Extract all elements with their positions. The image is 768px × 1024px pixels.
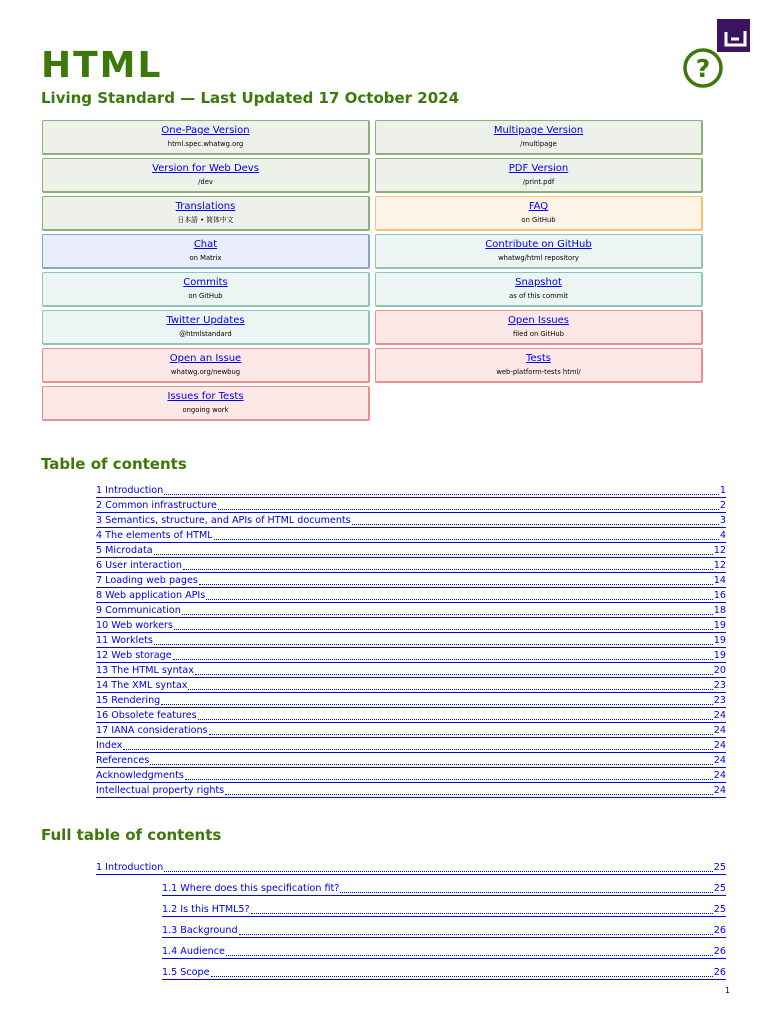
toc-entry-title: 7 Loading web pages (96, 575, 198, 586)
quick-link-caption: filed on GitHub (512, 330, 564, 338)
quick-link-caption: on GitHub (521, 216, 556, 224)
quick-link-caption: /print.pdf (522, 178, 555, 186)
quick-link[interactable]: Chat (193, 239, 218, 250)
toc-entry[interactable] (96, 559, 726, 573)
toc-entry-title: 17 IANA considerations (96, 725, 208, 736)
toc-entry[interactable] (96, 649, 726, 663)
quick-link-box (42, 196, 370, 231)
quick-link-caption: @htmlstandard (179, 330, 232, 338)
toc-entry-title: 3 Semantics, structure, and APIs of HTML documents (96, 515, 351, 526)
toc-entry-title: Intellectual property rights (96, 785, 225, 796)
toc-entry-title: 15 Rendering (96, 695, 161, 706)
quick-link-caption: on GitHub (188, 292, 223, 300)
quick-link-box (375, 348, 703, 383)
quick-link[interactable]: Commits (183, 277, 228, 288)
toc-entry[interactable] (162, 924, 726, 938)
toc-entry-title: 5 Microdata (96, 545, 153, 556)
quick-link-box (375, 234, 703, 269)
quick-link-box (42, 120, 370, 155)
quick-link[interactable]: FAQ (528, 201, 549, 212)
toc-entry-page: 2 (719, 500, 726, 511)
quick-link[interactable]: Issues for Tests (167, 391, 244, 402)
quick-link[interactable]: Open an Issue (169, 353, 242, 364)
quick-link[interactable]: Multipage Version (493, 125, 584, 136)
toc-entry-page: 26 (713, 967, 726, 978)
toc-entry[interactable] (162, 966, 726, 980)
toc-entry[interactable] (96, 754, 726, 768)
toc-entry-page: 24 (713, 710, 726, 721)
toc-leader-dots (218, 499, 719, 510)
help-question-icon[interactable] (682, 47, 724, 89)
toc-entry-page: 24 (713, 770, 726, 781)
toc-entry-title: Index (96, 740, 123, 751)
toc-entry-page: 26 (713, 925, 726, 936)
quick-link-caption: whatwg.org/newbug (170, 368, 241, 376)
toc-entry-title: 2 Common infrastructure (96, 500, 217, 511)
toc-leader-dots (209, 724, 713, 735)
toc-leader-dots (173, 649, 713, 660)
toc-leader-dots (174, 619, 713, 630)
toc-entry-title: 1.3 Background (162, 925, 238, 936)
quick-link[interactable]: Version for Web Devs (152, 163, 259, 174)
toc-entry[interactable] (96, 529, 726, 543)
toc-entry[interactable] (96, 619, 726, 633)
quick-link[interactable]: One-Page Version (161, 125, 250, 136)
toc-entry-title: Acknowledgments (96, 770, 184, 781)
toc-heading: Table of contents (41, 455, 187, 473)
page-subtitle: Living Standard — Last Updated 17 October 2024 (41, 89, 460, 107)
quick-link-caption: ongoing work (182, 406, 229, 414)
toc-entry-page: 24 (713, 740, 726, 751)
quick-link-box (375, 310, 703, 345)
toc-entry-page: 19 (713, 620, 726, 631)
quick-link-box (42, 272, 370, 307)
toc-entry-page: 20 (713, 665, 726, 676)
quick-link-box (42, 158, 370, 193)
quick-link-caption: on Matrix (189, 254, 222, 262)
toc-leader-dots (164, 484, 719, 495)
toc-entry[interactable] (96, 861, 726, 875)
quick-link[interactable]: Contribute on GitHub (485, 239, 592, 250)
toc-entry-page: 24 (713, 785, 726, 796)
quick-link-box (375, 272, 703, 307)
toc-entry-page: 1 (719, 485, 726, 496)
quick-link-caption: /dev (198, 178, 213, 186)
toc-entry[interactable] (96, 694, 726, 708)
toc-entry-title: 1 Introduction (96, 485, 164, 496)
quick-link-caption: html.spec.whatwg.org (167, 140, 244, 148)
quick-link-box (42, 348, 370, 383)
page-title: HTML (41, 45, 163, 86)
quick-link-caption: as of this commit (509, 292, 568, 300)
quick-link-box (42, 386, 370, 421)
toc-entry-page: 16 (713, 590, 726, 601)
toc-entry[interactable] (96, 769, 726, 783)
toc-leader-dots (183, 559, 713, 570)
toc-entry[interactable] (96, 664, 726, 678)
toc-leader-dots (150, 754, 712, 765)
toc-entry[interactable] (162, 945, 726, 959)
toc-entry[interactable] (96, 634, 726, 648)
toc-entry-page: 19 (713, 650, 726, 661)
quick-link-box (375, 158, 703, 193)
toc-entry-title: 12 Web storage (96, 650, 172, 661)
quick-link-caption: whatwg/html repository (498, 254, 579, 262)
quick-link[interactable]: Twitter Updates (166, 315, 245, 326)
toc-entry-page: 23 (713, 680, 726, 691)
toc-leader-dots (198, 709, 713, 720)
toc-entry[interactable] (96, 544, 726, 558)
toc-leader-dots (154, 634, 713, 645)
toc-leader-dots (164, 861, 713, 872)
toc-entry[interactable] (162, 882, 726, 896)
toc-leader-dots (161, 694, 713, 705)
toc-entry-title: 4 The elements of HTML (96, 530, 213, 541)
toc-entry-title: 11 Worklets (96, 635, 153, 646)
quick-link-box (375, 120, 703, 155)
toc-leader-dots (226, 945, 713, 956)
toc-entry-title: 16 Obsolete features (96, 710, 197, 721)
toc-leader-dots (214, 529, 719, 540)
toc-entry[interactable] (96, 589, 726, 603)
toc-entry-page: 14 (713, 575, 726, 586)
toc-leader-dots (185, 769, 713, 780)
quick-link-caption: /multipage (520, 140, 557, 148)
toc-entry-page: 26 (713, 946, 726, 957)
toc-entry-title: 1.4 Audience (162, 946, 225, 957)
quick-link-caption: 日本語 • 简体中文 (177, 216, 234, 224)
toc-entry[interactable] (96, 784, 726, 798)
toc-leader-dots (123, 739, 712, 750)
toc-entry-title: 10 Web workers (96, 620, 173, 631)
quick-link[interactable]: Snapshot (515, 277, 562, 288)
toc-entry-title: 9 Communication (96, 605, 181, 616)
toc-entry-title: 8 Web application APIs (96, 590, 206, 601)
full-toc-heading: Full table of contents (41, 826, 222, 844)
toc-entry-page: 4 (719, 530, 726, 541)
quick-link[interactable]: Open Issues (508, 315, 569, 326)
toc-leader-dots (182, 604, 713, 615)
toc-entry-page: 18 (713, 605, 726, 616)
toc-leader-dots (352, 514, 719, 525)
quick-link[interactable]: Translations (175, 201, 236, 212)
toc-entry[interactable] (96, 679, 726, 693)
toc-leader-dots (239, 924, 713, 935)
toc-entry-title: 13 The HTML syntax (96, 665, 194, 676)
toc-leader-dots (206, 589, 713, 600)
toc-entry-page: 24 (713, 725, 726, 736)
toc-entry[interactable] (96, 574, 726, 588)
toc-leader-dots (195, 664, 713, 675)
toc-entry-title: 1 Introduction (96, 862, 164, 873)
toc-entry-title: 6 User interaction (96, 560, 182, 571)
toc-entry-page: 25 (713, 904, 726, 915)
toc-leader-dots (211, 966, 713, 977)
quick-link-caption: web-platform-tests html/ (496, 368, 581, 376)
toc-leader-dots (199, 574, 713, 585)
toc-entry-page: 25 (713, 862, 726, 873)
toc-entry-title: 1.1 Where does this specification fit? (162, 883, 340, 894)
toc-entry[interactable] (96, 499, 726, 513)
quick-link[interactable]: Tests (526, 353, 551, 364)
toc-entry-page: 3 (719, 515, 726, 526)
toc-entry[interactable] (162, 903, 726, 917)
toc-entry-page: 12 (713, 545, 726, 556)
quick-link-box (375, 196, 703, 231)
page-number: 1 (725, 986, 731, 995)
svg-text:?: ? (695, 54, 711, 83)
toc-entry-page: 24 (713, 755, 726, 766)
toc-entry-title: 1.2 Is this HTML5? (162, 904, 250, 915)
toc-entry-page: 23 (713, 695, 726, 706)
toc-entry[interactable] (96, 484, 726, 498)
toc-entry-page: 25 (713, 883, 726, 894)
toc-entry-title: References (96, 755, 150, 766)
quick-link-box (42, 234, 370, 269)
toc-leader-dots (225, 784, 713, 795)
toc-leader-dots (154, 544, 713, 555)
toc-entry[interactable] (96, 724, 726, 738)
toc-entry-title: 1.5 Scope (162, 967, 210, 978)
quick-link[interactable]: PDF Version (508, 163, 569, 174)
quick-link-box (42, 310, 370, 345)
toc-leader-dots (188, 679, 712, 690)
toc-entry[interactable] (96, 604, 726, 618)
toc-entry[interactable] (96, 514, 726, 528)
toc-entry-page: 19 (713, 635, 726, 646)
toc-entry[interactable] (96, 709, 726, 723)
toc-entry-page: 12 (713, 560, 726, 571)
toc-entry-title: 14 The XML syntax (96, 680, 188, 691)
toc-entry[interactable] (96, 739, 726, 753)
toc-leader-dots (251, 903, 713, 914)
toc-leader-dots (340, 882, 712, 893)
